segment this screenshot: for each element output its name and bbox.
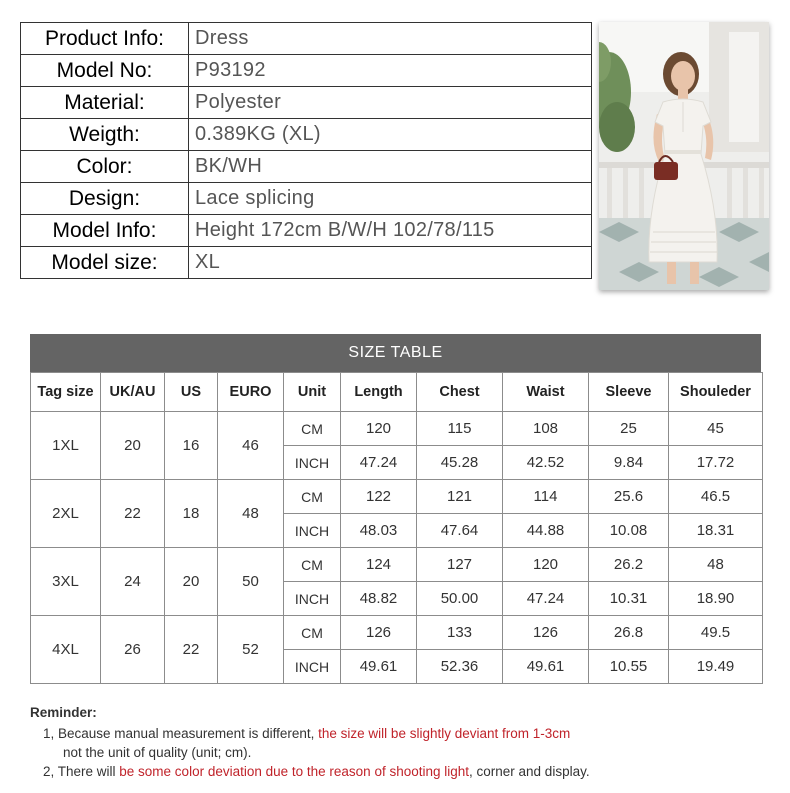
length-cell: 48.82 — [341, 582, 417, 616]
column-header: Chest — [417, 373, 503, 412]
info-row — [21, 87, 592, 119]
waist-cell: 47.24 — [503, 582, 589, 616]
waist-cell: 126 — [503, 616, 589, 650]
reminder-section — [30, 703, 770, 781]
length-cell: 47.24 — [341, 446, 417, 480]
reminder-text: 2, There will — [43, 764, 120, 779]
info-row — [21, 247, 592, 279]
reminder-title: Reminder: — [30, 705, 97, 720]
info-label: Color: — [21, 151, 189, 183]
info-label: Weigth: — [21, 119, 189, 151]
waist-cell: 44.88 — [503, 514, 589, 548]
column-header: Length — [341, 373, 417, 412]
uk-au-cell: 24 — [101, 548, 165, 616]
info-value: 0.389KG (XL) — [189, 119, 592, 151]
sleeve-cell: 10.08 — [589, 514, 669, 548]
info-value: Polyester — [189, 87, 592, 119]
length-cell: 120 — [341, 412, 417, 446]
reminder-line-1-continued: not the unit of quality (unit; cm). — [63, 745, 252, 760]
waist-cell: 120 — [503, 548, 589, 582]
tag-size-cell: 2XL — [31, 480, 101, 548]
column-header: Waist — [503, 373, 589, 412]
chest-cell: 50.00 — [417, 582, 503, 616]
uk-au-cell: 22 — [101, 480, 165, 548]
sleeve-cell: 26.2 — [589, 548, 669, 582]
shoulder-cell: 18.31 — [669, 514, 763, 548]
size-table — [30, 372, 763, 684]
euro-cell: 48 — [218, 480, 284, 548]
us-cell: 20 — [165, 548, 218, 616]
model-photo-illustration — [599, 22, 769, 290]
tag-size-cell: 3XL — [31, 548, 101, 616]
info-label: Model Info: — [21, 215, 189, 247]
info-value: Height 172cm B/W/H 102/78/115 — [189, 215, 592, 247]
column-header: Unit — [284, 373, 341, 412]
size-row-cm — [31, 616, 763, 650]
shoulder-cell: 18.90 — [669, 582, 763, 616]
column-header: EURO — [218, 373, 284, 412]
info-value: BK/WH — [189, 151, 592, 183]
info-value: Dress — [189, 23, 592, 55]
reminder-text: 1, Because manual measurement is different, — [43, 726, 319, 741]
info-row — [21, 119, 592, 151]
chest-cell: 45.28 — [417, 446, 503, 480]
reminder-text: , corner and display. — [469, 764, 590, 779]
length-cell: 122 — [341, 480, 417, 514]
sleeve-cell: 25.6 — [589, 480, 669, 514]
column-header: Tag size — [31, 373, 101, 412]
product-info-table — [20, 22, 592, 279]
reminder-line-2 — [30, 762, 770, 781]
column-header: Shouleder — [669, 373, 763, 412]
us-cell: 22 — [165, 616, 218, 684]
column-header: UK/AU — [101, 373, 165, 412]
tag-size-cell: 4XL — [31, 616, 101, 684]
us-cell: 16 — [165, 412, 218, 480]
chest-cell: 47.64 — [417, 514, 503, 548]
unit-cell: CM — [284, 412, 341, 446]
size-row-cm — [31, 548, 763, 582]
uk-au-cell: 26 — [101, 616, 165, 684]
info-row — [21, 23, 592, 55]
chest-cell: 115 — [417, 412, 503, 446]
size-row-cm — [31, 480, 763, 514]
reminder-highlight: the size will be slightly deviant from 1-3cm — [318, 726, 571, 741]
size-table-title: SIZE TABLE — [30, 334, 761, 372]
info-row — [21, 55, 592, 87]
length-cell: 48.03 — [341, 514, 417, 548]
column-header: Sleeve — [589, 373, 669, 412]
shoulder-cell: 46.5 — [669, 480, 763, 514]
unit-cell: INCH — [284, 582, 341, 616]
reminder-line-1 — [30, 724, 770, 743]
info-value: Lace splicing — [189, 183, 592, 215]
unit-cell: INCH — [284, 650, 341, 684]
info-label: Model No: — [21, 55, 189, 87]
waist-cell: 49.61 — [503, 650, 589, 684]
waist-cell: 42.52 — [503, 446, 589, 480]
tag-size-cell: 1XL — [31, 412, 101, 480]
column-header: US — [165, 373, 218, 412]
info-label: Product Info: — [21, 23, 189, 55]
info-label: Material: — [21, 87, 189, 119]
euro-cell: 50 — [218, 548, 284, 616]
shoulder-cell: 49.5 — [669, 616, 763, 650]
length-cell: 126 — [341, 616, 417, 650]
euro-cell: 52 — [218, 616, 284, 684]
sleeve-cell: 10.55 — [589, 650, 669, 684]
uk-au-cell: 20 — [101, 412, 165, 480]
shoulder-cell: 19.49 — [669, 650, 763, 684]
shoulder-cell: 17.72 — [669, 446, 763, 480]
us-cell: 18 — [165, 480, 218, 548]
chest-cell: 52.36 — [417, 650, 503, 684]
unit-cell: INCH — [284, 514, 341, 548]
info-label: Design: — [21, 183, 189, 215]
info-row — [21, 151, 592, 183]
unit-cell: INCH — [284, 446, 341, 480]
waist-cell: 114 — [503, 480, 589, 514]
size-row-cm — [31, 412, 763, 446]
info-value: P93192 — [189, 55, 592, 87]
size-table-header-row — [31, 373, 763, 412]
shoulder-cell: 45 — [669, 412, 763, 446]
shoulder-cell: 48 — [669, 548, 763, 582]
chest-cell: 121 — [417, 480, 503, 514]
unit-cell: CM — [284, 548, 341, 582]
unit-cell: CM — [284, 480, 341, 514]
info-label: Model size: — [21, 247, 189, 279]
unit-cell: CM — [284, 616, 341, 650]
chest-cell: 127 — [417, 548, 503, 582]
sleeve-cell: 10.31 — [589, 582, 669, 616]
length-cell: 124 — [341, 548, 417, 582]
chest-cell: 133 — [417, 616, 503, 650]
length-cell: 49.61 — [341, 650, 417, 684]
sleeve-cell: 9.84 — [589, 446, 669, 480]
info-row — [21, 183, 592, 215]
waist-cell: 108 — [503, 412, 589, 446]
sleeve-cell: 26.8 — [589, 616, 669, 650]
info-row — [21, 215, 592, 247]
sleeve-cell: 25 — [589, 412, 669, 446]
model-photo — [599, 22, 769, 290]
euro-cell: 46 — [218, 412, 284, 480]
reminder-highlight: be some color deviation due to the reason of shooting light — [119, 764, 470, 779]
info-value: XL — [189, 247, 592, 279]
